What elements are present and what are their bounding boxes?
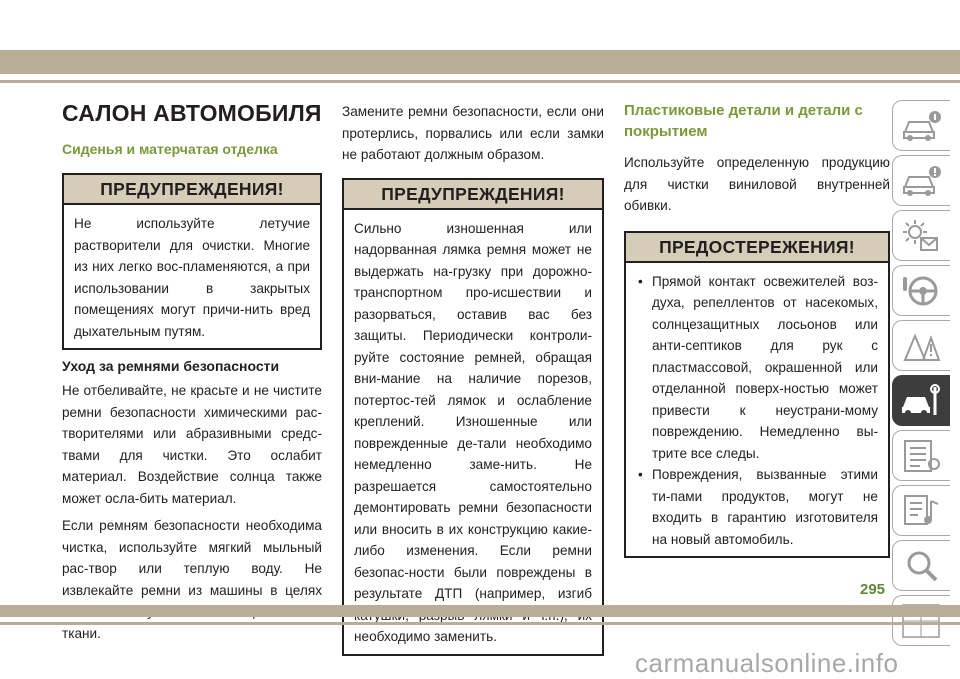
car-alert-icon: [901, 163, 941, 199]
tab-magnifier[interactable]: [892, 540, 950, 591]
warning-box-2: [342, 178, 604, 656]
column-3: [624, 100, 890, 566]
top-decor-line: [0, 80, 960, 83]
warning-text-1: Не используйте летучие растворители для очистки. Многие из них легко вос-пламеняются, а при использовании в закрытых помещениях могут причи-нить вред дыхательным путям.: [74, 216, 310, 339]
tab-music-note[interactable]: [892, 485, 950, 536]
top-decor-band: [0, 50, 960, 74]
bottom-decor-line: [0, 622, 960, 625]
magnifier-icon: [901, 548, 941, 584]
belts-paragraph-2: Если ремням безопасности необходима чистка, используйте мягкий мыльный рас-твор или теплую воду. Не извлекайте ремни из машины в целях ткани.: [62, 518, 322, 641]
side-tabs: [892, 100, 950, 650]
tab-car-info[interactable]: [892, 100, 950, 151]
warning-header-2: ПРЕДУПРЕЖДЕНИЯ!: [344, 180, 602, 210]
caution-item-1: • Прямой контакт освежителей воз-духа, репеллентов от насекомых, солнцезащитных лосьонов или анти-септиков для рук с пластмассовой, окрашенной или отделанной поверх-ностью может привести к неустрани-мому повреждению. Немедленно вы-трите все следы.: [636, 271, 878, 465]
watermark: carmanualsonline.info: [635, 648, 899, 678]
sun-message-icon: [901, 218, 941, 254]
main-title: САЛОН АВТОМОБИЛЯ: [62, 100, 322, 126]
plastic-heading: Пластиковые детали и детали с покрытием: [624, 102, 863, 140]
car-info-icon: [901, 108, 941, 144]
belts-paragraph-1: Не отбеливайте, не красьте и не чистите ремни безопасности химическими рас-творителями или абразивными средс-твами для чистки. Это ослабит материал. Воздействие солнца также может осла-бить материал.: [62, 383, 322, 506]
caution-box: [624, 231, 890, 559]
warning-box-1: [62, 173, 322, 350]
section-title: Сиденья и матерчатая отделка: [62, 141, 278, 157]
warning-body-1: [64, 205, 320, 348]
tab-checklist[interactable]: [892, 430, 950, 481]
page-number: 295: [860, 581, 886, 598]
tab-alphabet-index[interactable]: [892, 595, 950, 646]
belts-heading: Уход за ремнями безопасности: [62, 358, 280, 374]
warning-body-2: [344, 210, 602, 654]
bottom-decor-band: [0, 605, 960, 617]
car-wrench-icon: [901, 383, 941, 419]
steering-wheel-icon: [901, 273, 941, 309]
warning-road-icon: [901, 328, 941, 364]
checklist-icon: [901, 438, 941, 474]
tab-sun-message[interactable]: [892, 210, 950, 261]
caution-body: [626, 263, 888, 557]
column-2: [342, 101, 604, 664]
caution-header: ПРЕДОСТЕРЕЖЕНИЯ!: [626, 233, 888, 263]
music-note-icon: [901, 493, 941, 529]
column-1: [62, 100, 322, 650]
plastic-paragraph: Используйте определенную продукцию для чистки виниловой внутренней обивки.: [624, 155, 890, 213]
warning-text-2: Сильно изношенная или надорванная лямка ремня может не выдержать на-грузку при дорожно-транспортном про-исшествии и разорваться, оставив вас без защиты. Периодически контроли-руйте состояние ремней, обращая вни-мание на наличие порезов, потертос-тей лямок и ослабление креплений. Изношенные или поврежденные де-тали необходимо немедленно заме-нить. Не разрешается самостоятельно демонтировать ремни безопасности или вносить в их конструкцию какие-либо изменения. Если ремни безопас-ности были повреждены в результате ДТП (например, изгиб необходимо заменить.: [354, 220, 592, 644]
caution-list: [636, 271, 878, 551]
warning-header-1: ПРЕДУПРЕЖДЕНИЯ!: [64, 175, 320, 205]
tab-car-wrench[interactable]: [892, 375, 950, 426]
tab-car-alert[interactable]: [892, 155, 950, 206]
caution-item-2: • Повреждения, вызванные этими ти-пами продуктов, могут не входить в гарантию изготовителя на новый автомобиль.: [636, 464, 878, 550]
col2-intro-paragraph: Замените ремни безопасности, если они протерлись, порвались или если замки не работают должным образом.: [342, 104, 604, 162]
tab-warning-road[interactable]: [892, 320, 950, 371]
tab-steering-wheel[interactable]: [892, 265, 950, 316]
